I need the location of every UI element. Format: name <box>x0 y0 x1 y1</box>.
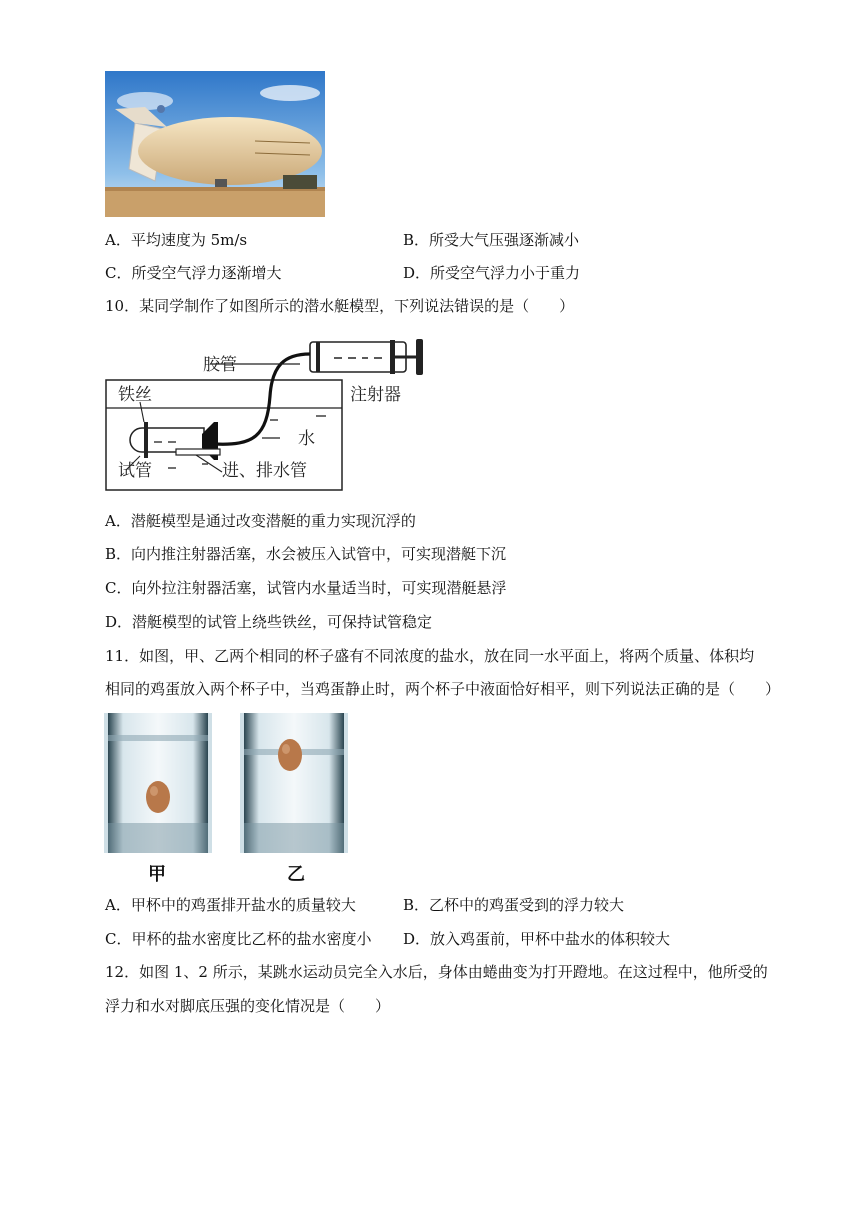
q10-stem: 10．某同学制作了如图所示的潜水艇模型，下列说法错误的是（ ） <box>105 297 575 315</box>
q11-stem-line1: 11．如图，甲、乙两个相同的杯子盛有不同浓度的盐水，放在同一水平面上，将两个质量、体积均 <box>105 647 755 665</box>
q10-option-a: A．潜艇模型是通过改变潜艇的重力实现沉浮的 <box>105 512 416 530</box>
q9-option-a: A．平均速度为 5m/s <box>105 231 248 249</box>
cup-caption-right: 乙 <box>287 864 305 885</box>
label-tube: 试管 <box>118 461 152 481</box>
q10-option-d: D．潜艇模型的试管上绕些铁丝，可保持试管稳定 <box>105 613 433 631</box>
q10-option-b: B．向内推注射器活塞，水会被压入试管中，可实现潜艇下沉 <box>105 545 507 563</box>
q9-option-b: B．所受大气压强逐渐减小 <box>403 231 580 249</box>
q11-option-c: C．甲杯的盐水密度比乙杯的盐水密度小 <box>105 930 372 948</box>
q11-option-b: B．乙杯中的鸡蛋受到的浮力较大 <box>403 896 625 914</box>
label-syringe: 注射器 <box>350 385 401 405</box>
label-water: 水 <box>298 429 315 449</box>
q9-option-c: C．所受空气浮力逐渐增大 <box>105 264 282 282</box>
airship-photo <box>105 71 325 217</box>
q12-stem-line2: 浮力和水对脚底压强的变化情况是（ ） <box>105 997 391 1015</box>
airship-illustration <box>105 71 325 217</box>
cup-caption-left: 甲 <box>148 864 166 885</box>
q12-stem-line1: 12．如图 1、2 所示，某跳水运动员完全入水后，身体由蜷曲变为打开蹬地。在这过程中，他所受的 <box>105 963 768 981</box>
q10-option-c: C．向外拉注射器活塞，试管内水量适当时，可实现潜艇悬浮 <box>105 579 507 597</box>
q11-option-a: A．甲杯中的鸡蛋排开盐水的质量较大 <box>105 896 356 914</box>
label-pipe: 进、排水管 <box>222 461 307 481</box>
q11-stem-line2: 相同的鸡蛋放入两个杯子中，当鸡蛋静止时，两个杯子中液面恰好相平，则下列说法正确的是（ ） <box>105 680 781 698</box>
cup-photo-right <box>240 713 348 853</box>
q11-option-d: D．放入鸡蛋前，甲杯中盐水的体积较大 <box>403 930 671 948</box>
label-wire: 铁丝 <box>118 385 152 405</box>
submarine-diagram <box>104 336 434 494</box>
label-hose: 胶管 <box>203 355 237 375</box>
cup-photo-left <box>104 713 212 853</box>
q9-option-d: D．所受空气浮力小于重力 <box>403 264 581 282</box>
